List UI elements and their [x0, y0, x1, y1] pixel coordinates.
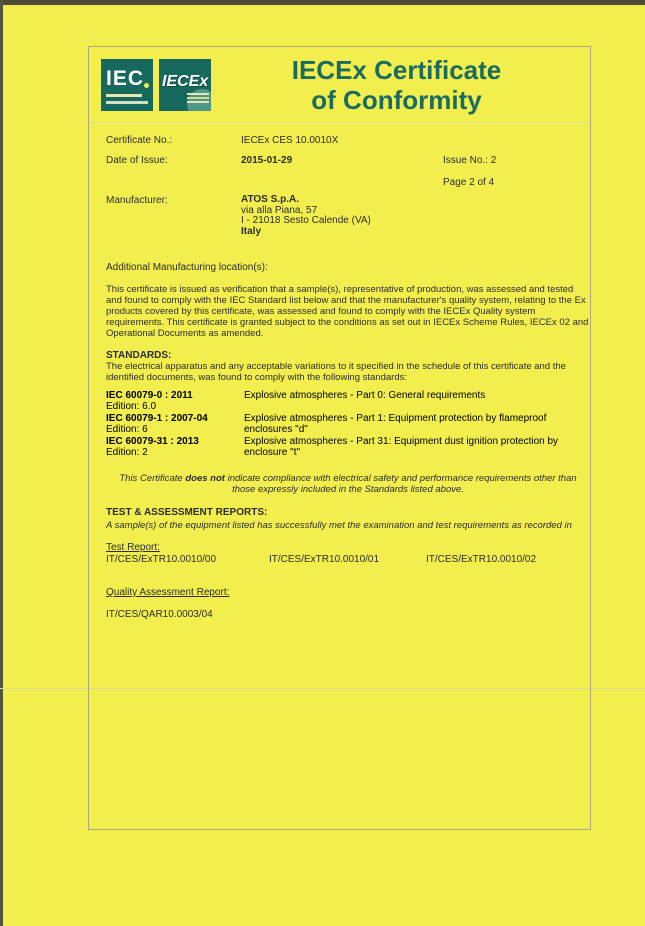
iec-logo-dot: [144, 83, 149, 88]
test-report-label: Test Report:: [106, 542, 160, 553]
iecex-logo-stripe: [187, 101, 209, 103]
standard-edition: Edition: 2: [106, 447, 148, 458]
manufacturer-country: Italy: [241, 225, 262, 237]
iecex-logo-icon: [159, 59, 211, 111]
iecex-logo-text: IECEx: [162, 72, 209, 90]
issue-number: Issue No.: 2: [443, 155, 497, 166]
reports-subheading: A sample(s) of the equipment listed has successfully met the examination and test requirements as recorded in: [106, 520, 572, 531]
iec-logo-line: [106, 94, 142, 97]
scan-edge-left: [0, 0, 3, 926]
standards-intro: The electrical apparatus and any acceptable variations to it specified in the schedule of this certificate and the identified documents, was found to comply with the following standards:: [106, 361, 566, 383]
standard-edition: Edition: 6.0: [106, 401, 157, 412]
standard-edition: Edition: 6: [106, 424, 148, 435]
disclaimer-prefix: This Certificate: [119, 473, 186, 484]
reports-heading: TEST & ASSESSMENT REPORTS:: [106, 507, 268, 518]
standard-description: Explosive atmospheres - Part 1: Equipment protection by flameproof enclosures "d": [244, 413, 547, 435]
iecex-logo-stripe: [187, 93, 209, 95]
test-report-list: [106, 554, 576, 566]
manufacturer-address-line1: via alla Piana, 57: [241, 204, 318, 216]
date-of-issue-value: 2015-01-29: [241, 155, 293, 166]
test-report-number: IT/CES/ExTR10.0010/02: [426, 554, 537, 565]
standard-code: IEC 60079-0 : 2011: [106, 390, 193, 401]
standards-heading: STANDARDS:: [106, 350, 172, 361]
disclaimer-suffix: indicate compliance with electrical safety and performance requirements other than those expressly included in the Standards listed above.: [224, 473, 577, 495]
title-line-2: of Conformity: [311, 84, 482, 115]
standard-description: Explosive atmospheres - Part 0: General requirements: [244, 390, 486, 401]
logos: [101, 59, 211, 111]
test-report-number: IT/CES/ExTR10.0010/01: [269, 554, 380, 565]
certificate-number-value: IECEx CES 10.0010X: [241, 135, 339, 146]
scan-edge-top: [0, 0, 645, 5]
certification-paragraph: This certificate is issued as verification that a sample(s), representative of production, was assessed and tested and found to comply with the IEC Standard list below and that the manufacturer's quality system, relating to the Ex products covered by this certificate, was assessed and found to comply with the IECEx Quality system requirements. This certificate is granted subject to the conditions as set out in IECEx Scheme Rules, IECEx 02 and Operational Documents as amended.: [106, 284, 589, 339]
certificate-header: [89, 47, 590, 123]
manufacturer-address-block: [241, 195, 371, 237]
test-report-number: IT/CES/ExTR10.0010/00: [106, 554, 217, 565]
iec-logo-text: IEC: [106, 66, 145, 90]
standard-description: Explosive atmospheres - Part 31: Equipment dust ignition protection by enclosure "t": [244, 436, 559, 458]
manufacturer-address-line2: I - 21018 Sesto Calende (VA): [241, 215, 371, 226]
manufacturer-name: ATOS S.p.A.: [241, 194, 299, 205]
certificate-frame: [88, 46, 591, 830]
disclaimer-note: [111, 473, 585, 495]
disclaimer-emphasis: does not: [185, 473, 225, 484]
iecex-logo-stripe: [187, 97, 209, 99]
quality-report-number: IT/CES/QAR10.0003/04: [106, 609, 213, 620]
iec-logo-icon: [101, 59, 153, 111]
quality-report-label: Quality Assessment Report:: [106, 587, 230, 598]
standard-code: IEC 60079-31 : 2013: [106, 436, 199, 447]
standard-code: IEC 60079-1 : 2007-04: [106, 413, 208, 424]
iec-logo-line: [106, 101, 148, 104]
page-indicator: Page 2 of 4: [443, 177, 495, 188]
manufacturer-label: Manufacturer:: [106, 195, 168, 206]
additional-locations-label: Additional Manufacturing location(s):: [106, 262, 268, 273]
certificate-title: [211, 55, 590, 115]
title-line-1: IECEx Certificate: [291, 54, 502, 85]
certificate-number-label: Certificate No.:: [106, 135, 173, 146]
date-of-issue-label: Date of Issue:: [106, 155, 168, 166]
